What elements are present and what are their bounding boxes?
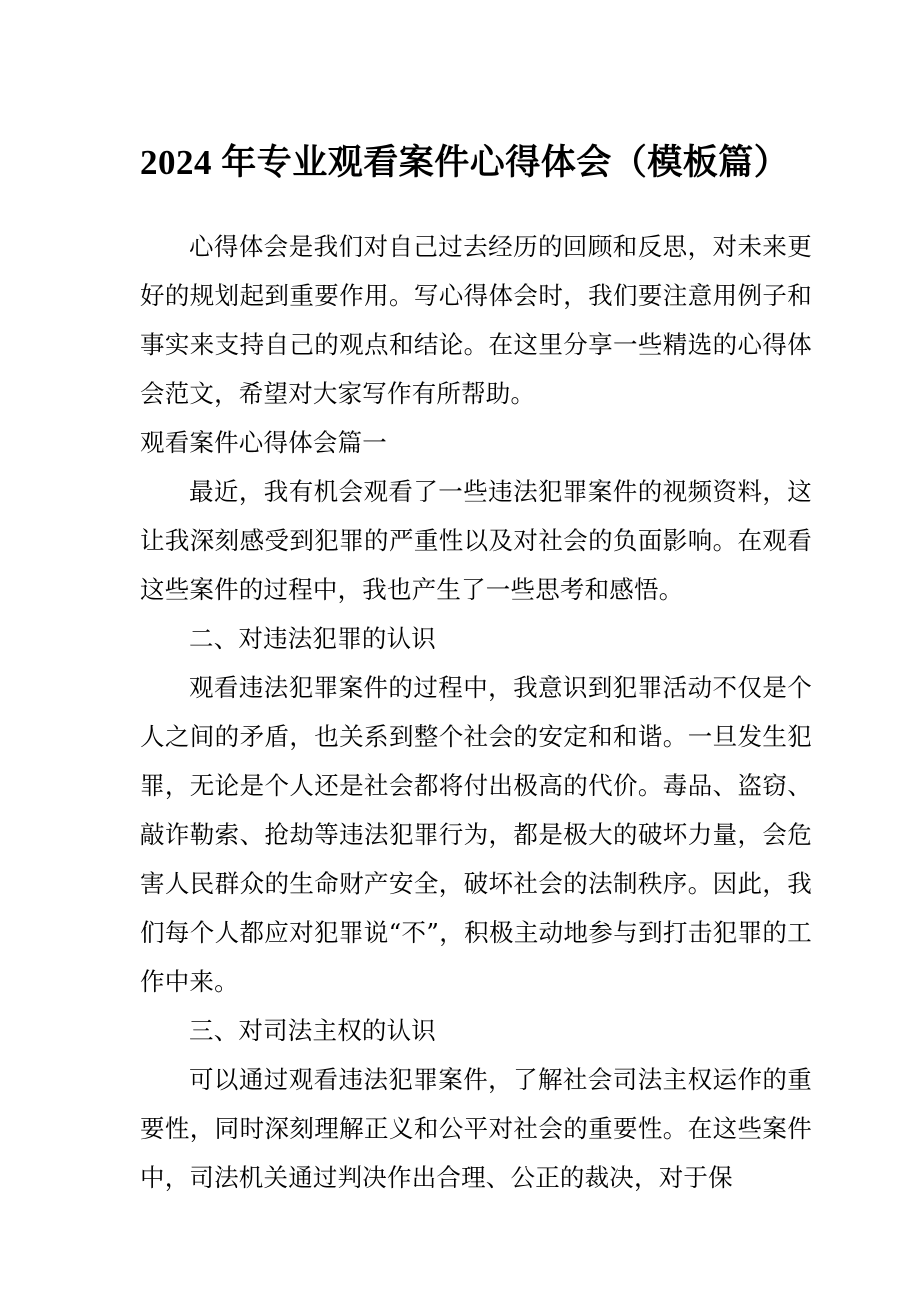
paragraph-intro: 心得体会是我们对自己过去经历的回顾和反思，对未来更好的规划起到重要作用。写心得体会时，我们要注意用例子和事实来支持自己的观点和结论。在这里分享一些精选的心得体会范文，希望对大家写作有所帮助。 <box>140 231 812 408</box>
section-heading-3: 三、对司法主权的认识 <box>189 1015 436 1045</box>
section-heading-1: 观看案件心得体会篇一 <box>140 427 387 457</box>
paragraph-body-2: 观看违法犯罪案件的过程中，我意识到犯罪活动不仅是个人之间的矛盾，也关系到整个社会的安定和和谐。一旦发生犯罪，无论是个人还是社会都将付出极高的代价。毒品、盗窃、敲诈勒索、抢劫等违法犯罪行为，都是极大的破坏力量，会危害人民群众的生命财产安全，破坏社会的法制秩序。因此，我们每个人都应对犯罪说“不”，积极主动地参与到打击犯罪的工作中来。 <box>140 672 812 996</box>
paragraph-body-3: 可以通过观看违法犯罪案件，了解社会司法主权运作的重要性，同时深刻理解正义和公平对社会的重要性。在这些案件中，司法机关通过判决作出合理、公正的裁决，对于保 <box>140 1064 812 1192</box>
page-title: 2024 年专业观看案件心得体会（模板篇） <box>140 143 790 182</box>
section-heading-2: 二、对违法犯罪的认识 <box>189 623 436 653</box>
paragraph-body-1: 最近，我有机会观看了一些违法犯罪案件的视频资料，这让我深刻感受到犯罪的严重性以及对社会的负面影响。在观看这些案件的过程中，我也产生了一些思考和感悟。 <box>140 476 812 604</box>
